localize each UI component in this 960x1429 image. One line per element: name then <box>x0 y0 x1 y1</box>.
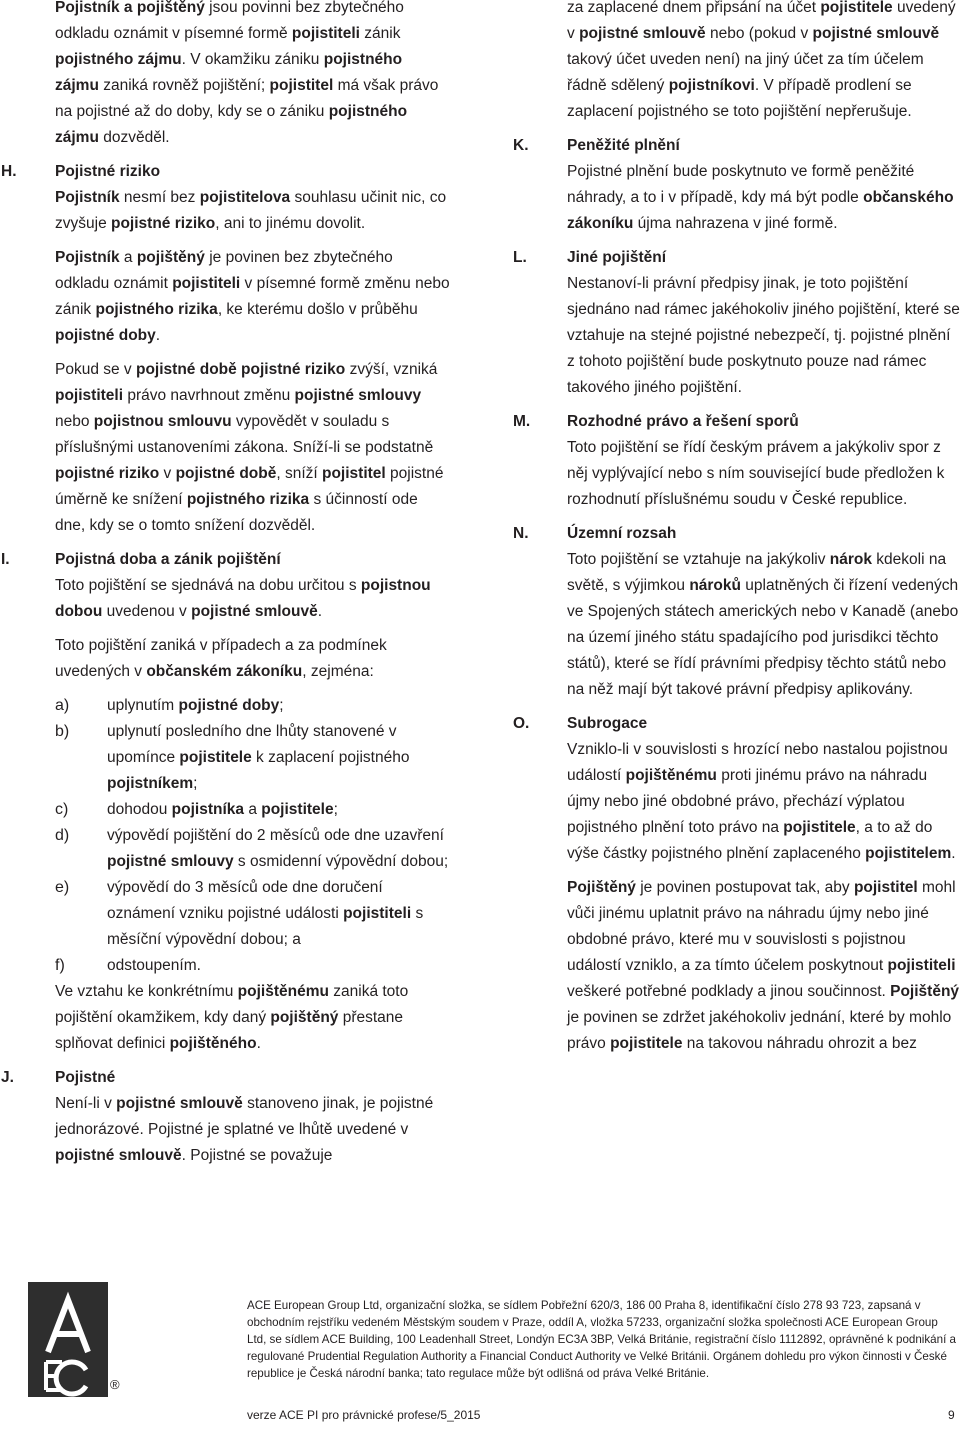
intro-paragraph: za zaplacené dnem připsání na účet pojistitele uvedený v pojistné smlouvě nebo (pokud v pojistné smlouvě takový účet uveden není) na jiný účet za tím účelem řádně sdělený pojistníkovi. V případě prodlení se zaplacení pojistného se toto pojištění nepřerušuje. <box>567 0 956 120</box>
paragraph: Pojištěný je povinen postupovat tak, aby pojistitel mohl vůči jinému uplatnit právo na náhradu újmy nebo jiné obdobné právo, které mu v souvislosti s pojistnou událostí vzniklo, a za tímto účelem poskytnout pojistiteli veškeré potřebné podklady a jinou součinnost. Pojištěný je povinen se zdržet jakéhokoliv jednání, které by mohlo právo pojistitele na takovou náhradu ohrozit a bez <box>567 879 960 1052</box>
section-letter: I. <box>1 551 10 568</box>
section-title: Pojistné <box>55 1069 116 1086</box>
section-o <box>512 711 960 737</box>
paragraph: Pojistník a pojištěný je povinen bez zbytečného odkladu oznámit pojistiteli v písemné formě změnu nebo zánik pojistného rizika, ke kterému došlo v průběhu pojistné doby. <box>55 249 450 344</box>
page-number: 9 <box>948 1408 955 1422</box>
section-h <box>0 159 450 185</box>
section-letter: M. <box>513 413 531 430</box>
list-item: a) uplynutím pojistné doby; <box>55 697 284 714</box>
paragraph: Není-li v pojistné smlouvě stanoveno jinak, je pojistné jednorázové. Pojistné je splatné ve lhůtě uvedené v pojistné smlouvě. Pojistné se považuje <box>55 1095 434 1164</box>
intro-paragraph: Pojistník a pojištěný jsou povinni bez zbytečného odkladu oznámit v písemné formě pojistiteli zánik pojistného zájmu. V okamžiku zániku pojistného zájmu zaniká rovněž pojištění; pojistitel má však právo na pojistné až do doby, kdy se o zániku pojistného zájmu dozvěděl. <box>55 0 439 146</box>
termination-list <box>55 693 450 979</box>
section-j <box>0 1065 450 1091</box>
section-k <box>512 133 960 159</box>
section-title: Peněžité plnění <box>567 137 680 154</box>
section-n <box>512 521 960 547</box>
section-letter: H. <box>1 163 17 180</box>
section-letter: K. <box>513 137 529 154</box>
paragraph: Pojistník nesmí bez pojistitelova souhlasu učinit nic, co zvyšuje pojistné riziko, ani to jinému dovolit. <box>55 189 447 232</box>
paragraph: Toto pojištění se vztahuje na jakýkoliv nárok kdekoli na světě, s výjimkou nároků uplatněných či řízení vedených ve Spojených státech amerických nebo v Kanadě (anebo na území jiného státu spadajícího pod jurisdikci těchto států), které se řídí právními předpisy těchto států nebo na něž mají být takové právní předpisy aplikovány. <box>567 551 959 698</box>
company-info: ACE European Group Ltd, organizační složka, se sídlem Pobřežní 620/3, 186 00 Praha 8, identifikační číslo 278 93 723, zapsaná v obchodním rejstříku vedeném Městským soudem v Praze, oddíl A, vložka 57233, organizační složka společnosti ACE European Group Ltd, se sídlem ACE Building, 100 Leadenhall Street, Londýn EC3A 3BP, Velká Británie, registrační číslo 1112892, oprávněné k podnikání a regulované Prudential Regulation Authority a Financial Conduct Authority ve Velké Británii. Orgánem dohledu pro výkon činnosti v České republice je Česká národní banka; tato regulace může být odlišná od práva Velké Británie. <box>247 1299 956 1380</box>
list-item: c) dohodou pojistníka a pojistitele; <box>55 801 338 818</box>
version-label: verze ACE PI pro právnické profese/5_2015 <box>247 1408 481 1422</box>
paragraph: Pojistné plnění bude poskytnuto ve formě peněžité náhrady, a to i v případě, kdy má být podle občanského zákoníku újma nahrazena v jiné formě. <box>567 163 954 232</box>
paragraph: Ve vztahu ke konkrétnímu pojištěnému zaniká toto pojištění okamžikem, kdy daný pojištěný přestane splňovat definici pojištěného. <box>55 983 409 1052</box>
list-item: f) odstoupením. <box>55 957 201 974</box>
section-title: Pojistná doba a zánik pojištění <box>55 551 281 568</box>
left-column <box>0 0 450 1177</box>
paragraph: Nestanoví-li právní předpisy jinak, je toto pojištění sjednáno nad rámec jakéhokoliv jiného pojištění, které se vztahuje na stejné pojistné nebezpečí, tj. pojistné plnění z tohoto pojištění bude poskytnuto pouze nad rámec takového jiného pojištění. <box>567 275 960 396</box>
section-letter: L. <box>513 249 527 266</box>
registered-mark: ® <box>110 1377 120 1392</box>
section-title: Pojistné riziko <box>55 163 161 180</box>
section-title: Subrogace <box>567 715 648 732</box>
paragraph: Toto pojištění zaniká v případech a za podmínek uvedených v občanském zákoníku, zejména: <box>55 637 387 680</box>
right-column <box>512 0 960 1065</box>
section-letter: J. <box>1 1069 14 1086</box>
paragraph: Toto pojištění se sjednává na dobu určitou s pojistnou dobou uvedenou v pojistné smlouvě. <box>55 577 431 620</box>
paragraph: Pokud se v pojistné době pojistné riziko zvýší, vzniká pojistiteli právo navrhnout změnu pojistné smlouvy nebo pojistnou smlouvu vypovědět v souladu s příslušnými ustanoveními zákona. Sníží-li se podstatně pojistné riziko v pojistné době, sníží pojistitel pojistné úměrně ke snížení pojistného rizika s účinností ode dne, kdy se o tomto snížení dozvěděl. <box>55 361 444 534</box>
section-i <box>0 547 450 573</box>
ace-logo-icon <box>28 1282 108 1397</box>
section-title: Jiné pojištění <box>567 249 667 266</box>
section-m <box>512 409 960 435</box>
paragraph: Vzniklo-li v souvislosti s hrozící nebo nastalou pojistnou událostí pojištěnému proti jinému právo na náhradu újmy nebo jiné obdobné právo, přechází výplatou pojistného plnění toto právo na pojistitele, a to až do výše částky pojistného plnění zaplaceného pojistitelem. <box>567 741 956 862</box>
ace-logo-graphic <box>28 1282 108 1397</box>
list-item: e) výpovědí do 3 měsíců ode dne doručení oznámení vzniku pojistné události pojistiteli s měsíční výpovědní dobou; a <box>55 879 424 948</box>
section-title: Rozhodné právo a řešení sporů <box>567 413 799 430</box>
section-letter: N. <box>513 525 529 542</box>
list-item: d) výpovědí pojištění do 2 měsíců ode dne uzavření pojistné smlouvy s osmidenní výpovědní dobou; <box>55 827 449 870</box>
paragraph: Toto pojištění se řídí českým právem a jakýkoliv spor z něj vyplývající nebo s ním související bude předložen k rozhodnutí příslušnému soudu v České republice. <box>567 439 945 508</box>
list-item: b) uplynutí posledního dne lhůty stanovené v upomínce pojistitele k zaplacení pojistného pojistníkem; <box>55 723 410 792</box>
section-l <box>512 245 960 271</box>
section-letter: O. <box>513 715 530 732</box>
section-title: Územní rozsah <box>567 525 677 542</box>
